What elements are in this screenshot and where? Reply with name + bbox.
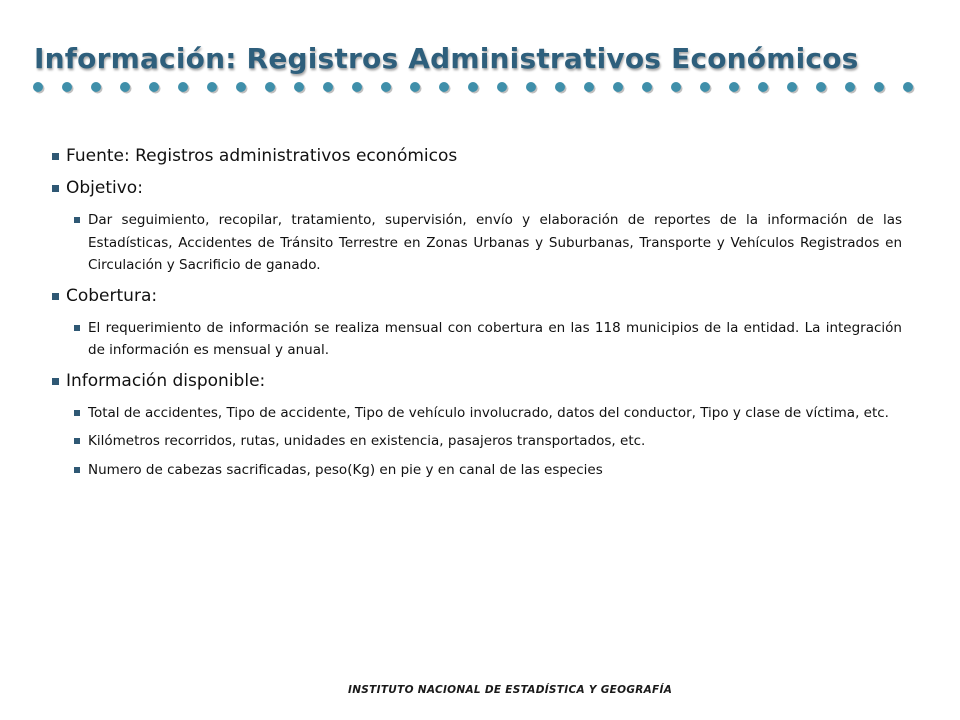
item-text: Información disponible: xyxy=(66,370,266,391)
bullet-objetivo xyxy=(52,177,902,199)
content-list xyxy=(52,145,902,487)
bullet-informacion-disponible xyxy=(52,370,902,392)
decorative-dot xyxy=(903,82,913,92)
decorative-dot xyxy=(671,82,681,92)
bullet-fuente xyxy=(52,145,902,167)
decorative-dot xyxy=(149,82,159,92)
decorative-dot xyxy=(323,82,333,92)
decorative-dot xyxy=(207,82,217,92)
decorative-dot xyxy=(265,82,275,92)
decorative-dot xyxy=(381,82,391,92)
bullet-square-icon xyxy=(52,153,59,160)
bullet-square-icon xyxy=(52,185,59,192)
bullet-square-icon xyxy=(74,325,80,331)
decorative-dot xyxy=(236,82,246,92)
decorative-dot xyxy=(613,82,623,92)
bullet-square-icon xyxy=(74,217,80,223)
decorative-dot xyxy=(874,82,884,92)
title-underline-dots xyxy=(30,77,930,97)
decorative-dot xyxy=(410,82,420,92)
footer-institution: INSTITUTO NACIONAL DE ESTADÍSTICA Y GEOGRAFÍA xyxy=(348,684,673,696)
item-text: Numero de cabezas sacrificadas, peso(Kg) en pie y en canal de las especies xyxy=(88,461,603,478)
decorative-dot xyxy=(439,82,449,92)
decorative-dot xyxy=(845,82,855,92)
decorative-dot xyxy=(62,82,72,92)
decorative-dot xyxy=(352,82,362,92)
decorative-dot xyxy=(584,82,594,92)
decorative-dot xyxy=(787,82,797,92)
decorative-dot xyxy=(91,82,101,92)
decorative-dot xyxy=(33,82,43,92)
sub-bullet-transporte xyxy=(74,430,902,453)
decorative-dot xyxy=(758,82,768,92)
decorative-dot xyxy=(120,82,130,92)
decorative-dot xyxy=(178,82,188,92)
sub-bullet-accidentes xyxy=(74,402,902,425)
sub-bullet-objetivo-detail xyxy=(74,209,902,277)
item-text: Cobertura: xyxy=(66,285,158,306)
decorative-dot xyxy=(555,82,565,92)
bullet-square-icon xyxy=(74,467,80,473)
item-text: El requerimiento de información se realiza mensual con cobertura en las 118 municipios de la entidad. La integración de información es mensual y anual. xyxy=(88,319,902,358)
decorative-dot xyxy=(526,82,536,92)
bullet-square-icon xyxy=(52,293,59,300)
bullet-square-icon xyxy=(74,410,80,416)
bullet-square-icon xyxy=(52,378,59,385)
item-text: Fuente: Registros administrativos económicos xyxy=(66,146,458,166)
decorative-dot xyxy=(700,82,710,92)
bullet-cobertura xyxy=(52,285,902,307)
decorative-dot xyxy=(294,82,304,92)
page-title: Información: Registros Administrativos Económicos xyxy=(34,42,859,75)
decorative-dot xyxy=(468,82,478,92)
item-text: Objetivo: xyxy=(66,178,143,198)
decorative-dot xyxy=(497,82,507,92)
item-text: Kilómetros recorridos, rutas, unidades en existencia, pasajeros transportados, etc. xyxy=(88,433,646,449)
item-text: Dar seguimiento, recopilar, tratamiento, supervisión, envío y elaboración de reportes de la información de las Estadísticas, Accidentes de Tránsito Terrestre en Zonas Urbanas y Suburbanas, Transporte y Vehículos Registrados en Circulación y Sacrificio de ganado. xyxy=(88,212,902,273)
item-text: Total de accidentes, Tipo de accidente, Tipo de vehículo involucrado, datos del conductor, Tipo y clase de víctima, etc. xyxy=(88,404,889,421)
bullet-square-icon xyxy=(74,438,80,444)
decorative-dot xyxy=(642,82,652,92)
decorative-dot xyxy=(816,82,826,92)
sub-bullet-sacrificio xyxy=(74,459,902,482)
decorative-dot xyxy=(729,82,739,92)
sub-bullet-cobertura-detail xyxy=(74,317,902,362)
